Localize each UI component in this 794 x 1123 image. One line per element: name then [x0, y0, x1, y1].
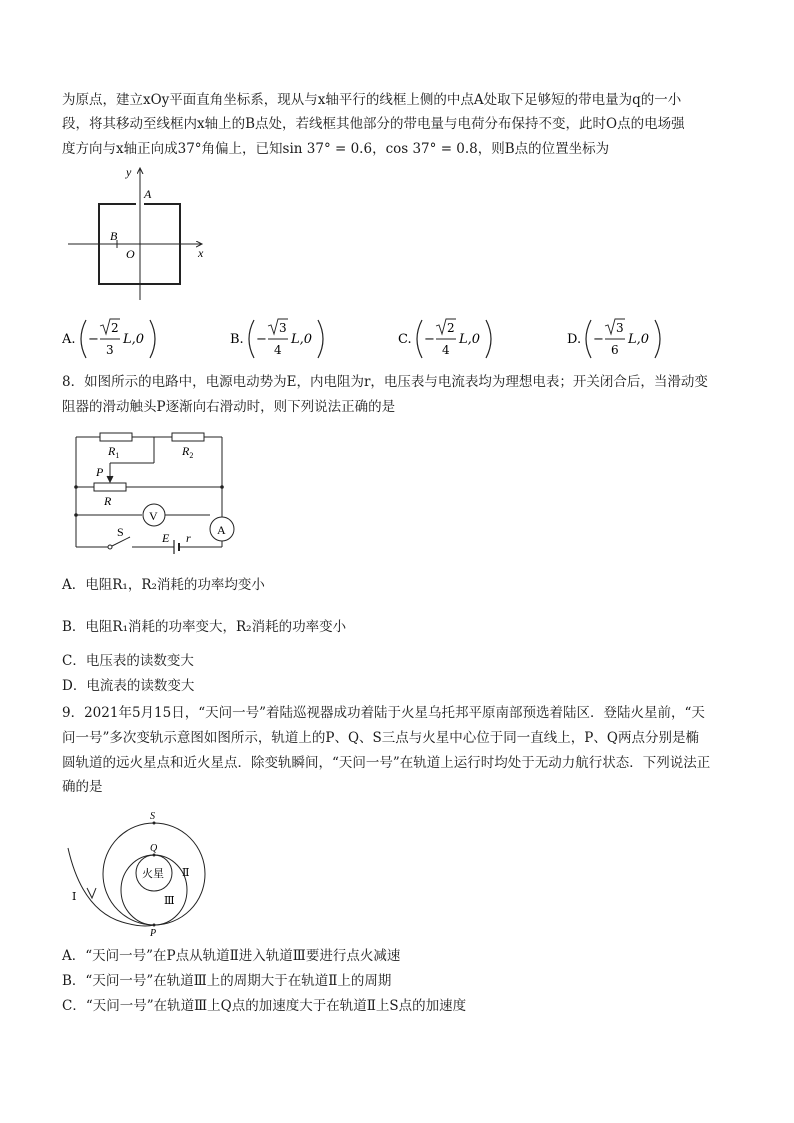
denominator: 4: [442, 343, 450, 357]
resistor-r1: [100, 433, 132, 441]
right-paren: [655, 320, 660, 358]
point-q-label: Q: [150, 843, 158, 854]
coordinate-tail: L,0: [459, 332, 481, 347]
left-paren: [81, 320, 86, 358]
p-label: P: [96, 465, 104, 479]
left-paren: [417, 320, 422, 358]
point-a-label: A: [144, 187, 152, 201]
left-paren: [586, 320, 591, 358]
internal-resistance-label: r: [186, 531, 191, 545]
point-b-label: B: [110, 229, 118, 243]
q9-option-b[interactable]: B．“天问一号”在轨道Ⅲ上的周期大于在轨道Ⅱ上的周期: [62, 973, 392, 989]
q7-text-line-1: 为原点，建立xOy平面直角坐标系，现从与x轴平行的线框上侧的中点A处取下足够短的带电量为q的一小: [62, 92, 682, 108]
origin-label: O: [126, 247, 135, 261]
q9-option-a[interactable]: A．“天问一号”在P点从轨道Ⅱ进入轨道Ⅲ要进行点火减速: [62, 948, 401, 964]
mars-label: 火星: [142, 867, 164, 880]
q8-option-c[interactable]: C．电压表的读数变大: [62, 653, 194, 669]
right-paren: [486, 320, 491, 358]
q8-circuit-figure: [62, 425, 242, 557]
radicand: 3: [616, 321, 624, 335]
radicand: 2: [447, 321, 455, 335]
q9-option-c[interactable]: C．“天问一号”在轨道Ⅲ上Q点的加速度大于在轨道Ⅱ上S点的加速度: [62, 998, 467, 1014]
q7-option-d[interactable]: [567, 316, 677, 362]
ammeter-label: A: [217, 523, 226, 537]
left-paren: [249, 320, 254, 358]
q9-text-line-1: 9．2021年5月15日，“天问一号”着陆巡视器成功着陆于火星乌托邦平原南部预选着陆区．登陆火星前，“天: [62, 705, 705, 721]
trajectory-i-label: Ⅰ: [72, 891, 77, 903]
switch-label: S: [117, 525, 124, 539]
q8-option-b[interactable]: B．电阻R₁消耗的功率变大，R₂消耗的功率变小: [62, 619, 347, 635]
voltmeter-label: V: [149, 509, 158, 523]
orbit-ii-label: Ⅱ: [182, 867, 190, 879]
point-p-label: P: [150, 928, 157, 938]
right-paren: [318, 320, 323, 358]
r1-label: $R_1$: [108, 444, 120, 460]
q7-option-b[interactable]: [230, 316, 340, 362]
emf-label: E: [162, 531, 170, 545]
q7-option-c[interactable]: [398, 316, 508, 362]
q7-options: [62, 316, 732, 362]
radicand: 3: [279, 321, 287, 335]
q9-orbit-figure: [62, 810, 212, 938]
q9-text-line-3: 圆轨道的远火星点和近火星点．除变轨瞬间，“天问一号”在轨道上运行时均处于无动力航行状态．下列说法正: [62, 755, 711, 771]
option-letter: C.: [398, 332, 412, 347]
q7-text-line-3: 度方向与x轴正向成37°角偏上，已知sin 37° = 0.6，cos 37° = 0.8，则B点的位置坐标为: [62, 141, 610, 157]
coordinate-tail: L,0: [628, 332, 650, 347]
q8-text-line-1: 8．如图所示的电路中，电源电动势为E，内电阻为r，电压表与电流表均为理想电表；开关闭合后，当滑动变: [62, 374, 708, 390]
orbit-iii-label: Ⅲ: [164, 895, 175, 907]
option-letter: B.: [230, 332, 244, 347]
minus-sign: −: [424, 332, 435, 347]
q9-text-line-2: 问一号”多次变轨示意图如图所示，轨道上的P、Q、S三点与火星中心位于同一直线上，P、Q两点分别是椭: [62, 730, 699, 746]
q7-option-a[interactable]: [62, 316, 172, 362]
denominator: 6: [611, 343, 619, 357]
q7-text-line-2: 段，将其移动至线框内x轴上的B点处，若线框其他部分的带电量与电荷分布保持不变，此时O点的电场强: [62, 116, 685, 132]
r-label: R: [104, 494, 112, 508]
orbit-iii: [121, 855, 190, 925]
right-paren: [150, 320, 155, 358]
minus-sign: −: [256, 332, 267, 347]
denominator: 4: [274, 343, 282, 357]
resistor-r2: [172, 433, 204, 441]
q8-text-line-2: 阻器的滑动触头P逐渐向右滑动时，则下列说法正确的是: [62, 399, 396, 415]
x-axis-label: x: [198, 246, 204, 260]
coordinate-tail: L,0: [123, 332, 145, 347]
radicand: 2: [111, 321, 119, 335]
q9-text-line-4: 确的是: [62, 779, 103, 795]
point-s-label: S: [150, 811, 155, 822]
option-letter: D.: [567, 332, 582, 347]
minus-sign: −: [88, 332, 99, 347]
q8-option-a[interactable]: A．电阻R₁，R₂消耗的功率均变小: [62, 577, 265, 593]
coordinate-tail: L,0: [291, 332, 313, 347]
denominator: 3: [106, 343, 114, 357]
rheostat-r: [94, 483, 126, 491]
y-axis-label: y: [126, 165, 132, 179]
option-letter: A.: [62, 332, 76, 347]
trajectory-i: [68, 848, 154, 926]
minus-sign: −: [593, 332, 604, 347]
q7-square-frame-figure: [62, 160, 212, 305]
r2-label: $R_2$: [182, 444, 194, 460]
q8-option-d[interactable]: D．电流表的读数变大: [62, 678, 195, 694]
